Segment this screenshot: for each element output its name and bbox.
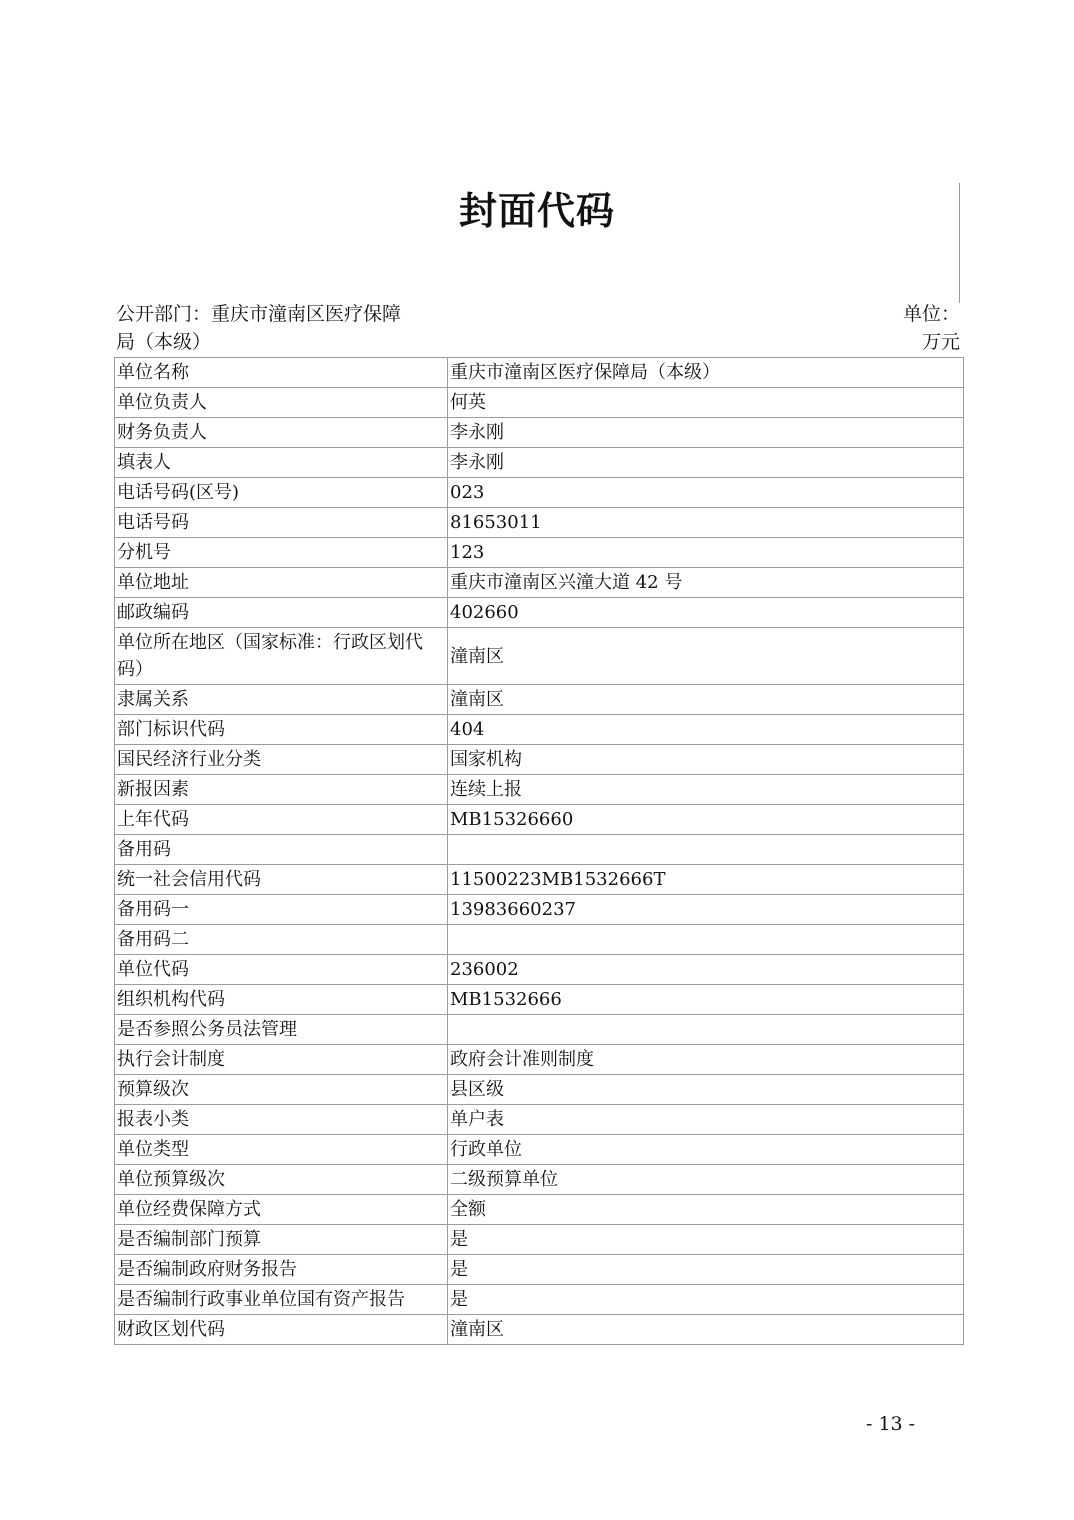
field-value: 行政单位 <box>448 1135 964 1165</box>
field-label: 是否参照公务员法管理 <box>115 1015 448 1045</box>
field-value: 023 <box>448 478 964 508</box>
field-value: 潼南区 <box>448 685 964 715</box>
field-label: 备用码 <box>115 835 448 865</box>
field-label: 单位负责人 <box>115 388 448 418</box>
table-row <box>115 685 964 715</box>
table-row <box>115 1195 964 1225</box>
field-label: 邮政编码 <box>115 598 448 628</box>
field-value <box>448 925 964 955</box>
field-value: 单户表 <box>448 1105 964 1135</box>
table-row <box>115 1315 964 1345</box>
field-label: 单位代码 <box>115 955 448 985</box>
field-label: 统一社会信用代码 <box>115 865 448 895</box>
field-label: 执行会计制度 <box>115 1045 448 1075</box>
field-label: 是否编制部门预算 <box>115 1225 448 1255</box>
field-label: 填表人 <box>115 448 448 478</box>
field-label: 预算级次 <box>115 1075 448 1105</box>
field-value: 是 <box>448 1285 964 1315</box>
field-value: 11500223MB1532666T <box>448 865 964 895</box>
table-row <box>115 745 964 775</box>
field-label: 单位预算级次 <box>115 1165 448 1195</box>
field-value: 潼南区 <box>448 628 964 685</box>
table-row <box>115 715 964 745</box>
table-row <box>115 1255 964 1285</box>
field-label: 组织机构代码 <box>115 985 448 1015</box>
table-row <box>115 985 964 1015</box>
field-label: 单位经费保障方式 <box>115 1195 448 1225</box>
field-value: 李永刚 <box>448 448 964 478</box>
field-label: 单位所在地区（国家标准：行政区划代码） <box>115 628 448 685</box>
field-value: 13983660237 <box>448 895 964 925</box>
field-label: 单位地址 <box>115 568 448 598</box>
field-value: 政府会计准则制度 <box>448 1045 964 1075</box>
table-row <box>115 805 964 835</box>
field-label: 财务负责人 <box>115 418 448 448</box>
field-label: 隶属关系 <box>115 685 448 715</box>
field-label: 财政区划代码 <box>115 1315 448 1345</box>
field-value: 县区级 <box>448 1075 964 1105</box>
field-value: 全额 <box>448 1195 964 1225</box>
table-row <box>115 478 964 508</box>
field-label: 电话号码(区号) <box>115 478 448 508</box>
field-value: 李永刚 <box>448 418 964 448</box>
field-value: 潼南区 <box>448 1315 964 1345</box>
table-row <box>115 1075 964 1105</box>
field-value: 何英 <box>448 388 964 418</box>
currency-unit <box>890 300 960 356</box>
field-label: 部门标识代码 <box>115 715 448 745</box>
field-value: 连续上报 <box>448 775 964 805</box>
table-row <box>115 775 964 805</box>
field-label: 备用码一 <box>115 895 448 925</box>
table-row <box>115 418 964 448</box>
table-row <box>115 568 964 598</box>
field-value <box>448 835 964 865</box>
table-row <box>115 388 964 418</box>
table-row <box>115 1015 964 1045</box>
table-row <box>115 628 964 685</box>
unit-line-2: 万元 <box>921 331 960 353</box>
field-value: MB15326660 <box>448 805 964 835</box>
table-row <box>115 1135 964 1165</box>
table-row <box>115 835 964 865</box>
field-value: 404 <box>448 715 964 745</box>
table-row <box>115 955 964 985</box>
field-label: 是否编制政府财务报告 <box>115 1255 448 1285</box>
field-value: 国家机构 <box>448 745 964 775</box>
table-row <box>115 1165 964 1195</box>
field-label: 电话号码 <box>115 508 448 538</box>
field-label: 分机号 <box>115 538 448 568</box>
field-label: 上年代码 <box>115 805 448 835</box>
table-row <box>115 538 964 568</box>
field-value: 二级预算单位 <box>448 1165 964 1195</box>
table-row <box>115 895 964 925</box>
field-value <box>448 1015 964 1045</box>
field-value: 402660 <box>448 598 964 628</box>
table-row <box>115 508 964 538</box>
department-line-1: 公开部门：重庆市潼南区医疗保障 <box>116 303 402 325</box>
field-label: 备用码二 <box>115 925 448 955</box>
table-row <box>115 1105 964 1135</box>
table-row <box>115 1045 964 1075</box>
page-number: - 13 - <box>866 1413 916 1435</box>
unit-line-1: 单位： <box>902 303 960 325</box>
field-label: 国民经济行业分类 <box>115 745 448 775</box>
field-value: 重庆市潼南区医疗保障局（本级） <box>448 358 964 388</box>
table-row <box>115 358 964 388</box>
field-label: 单位类型 <box>115 1135 448 1165</box>
field-value: 重庆市潼南区兴潼大道 42 号 <box>448 568 964 598</box>
page-title: 封面代码 <box>458 189 615 233</box>
field-value: 81653011 <box>448 508 964 538</box>
field-value: 123 <box>448 538 964 568</box>
field-label: 是否编制行政事业单位国有资产报告 <box>115 1285 448 1315</box>
cover-code-table <box>114 357 964 1345</box>
table-row <box>115 598 964 628</box>
field-label: 新报因素 <box>115 775 448 805</box>
field-value: MB1532666 <box>448 985 964 1015</box>
table-row <box>115 448 964 478</box>
table-row <box>115 925 964 955</box>
table-row <box>115 865 964 895</box>
department-line-2: 局（本级） <box>116 331 212 353</box>
field-value: 是 <box>448 1255 964 1285</box>
field-value: 是 <box>448 1225 964 1255</box>
field-label: 单位名称 <box>115 358 448 388</box>
disclosing-department <box>116 300 446 356</box>
table-row <box>115 1285 964 1315</box>
table-row <box>115 1225 964 1255</box>
field-value: 236002 <box>448 955 964 985</box>
field-label: 报表小类 <box>115 1105 448 1135</box>
